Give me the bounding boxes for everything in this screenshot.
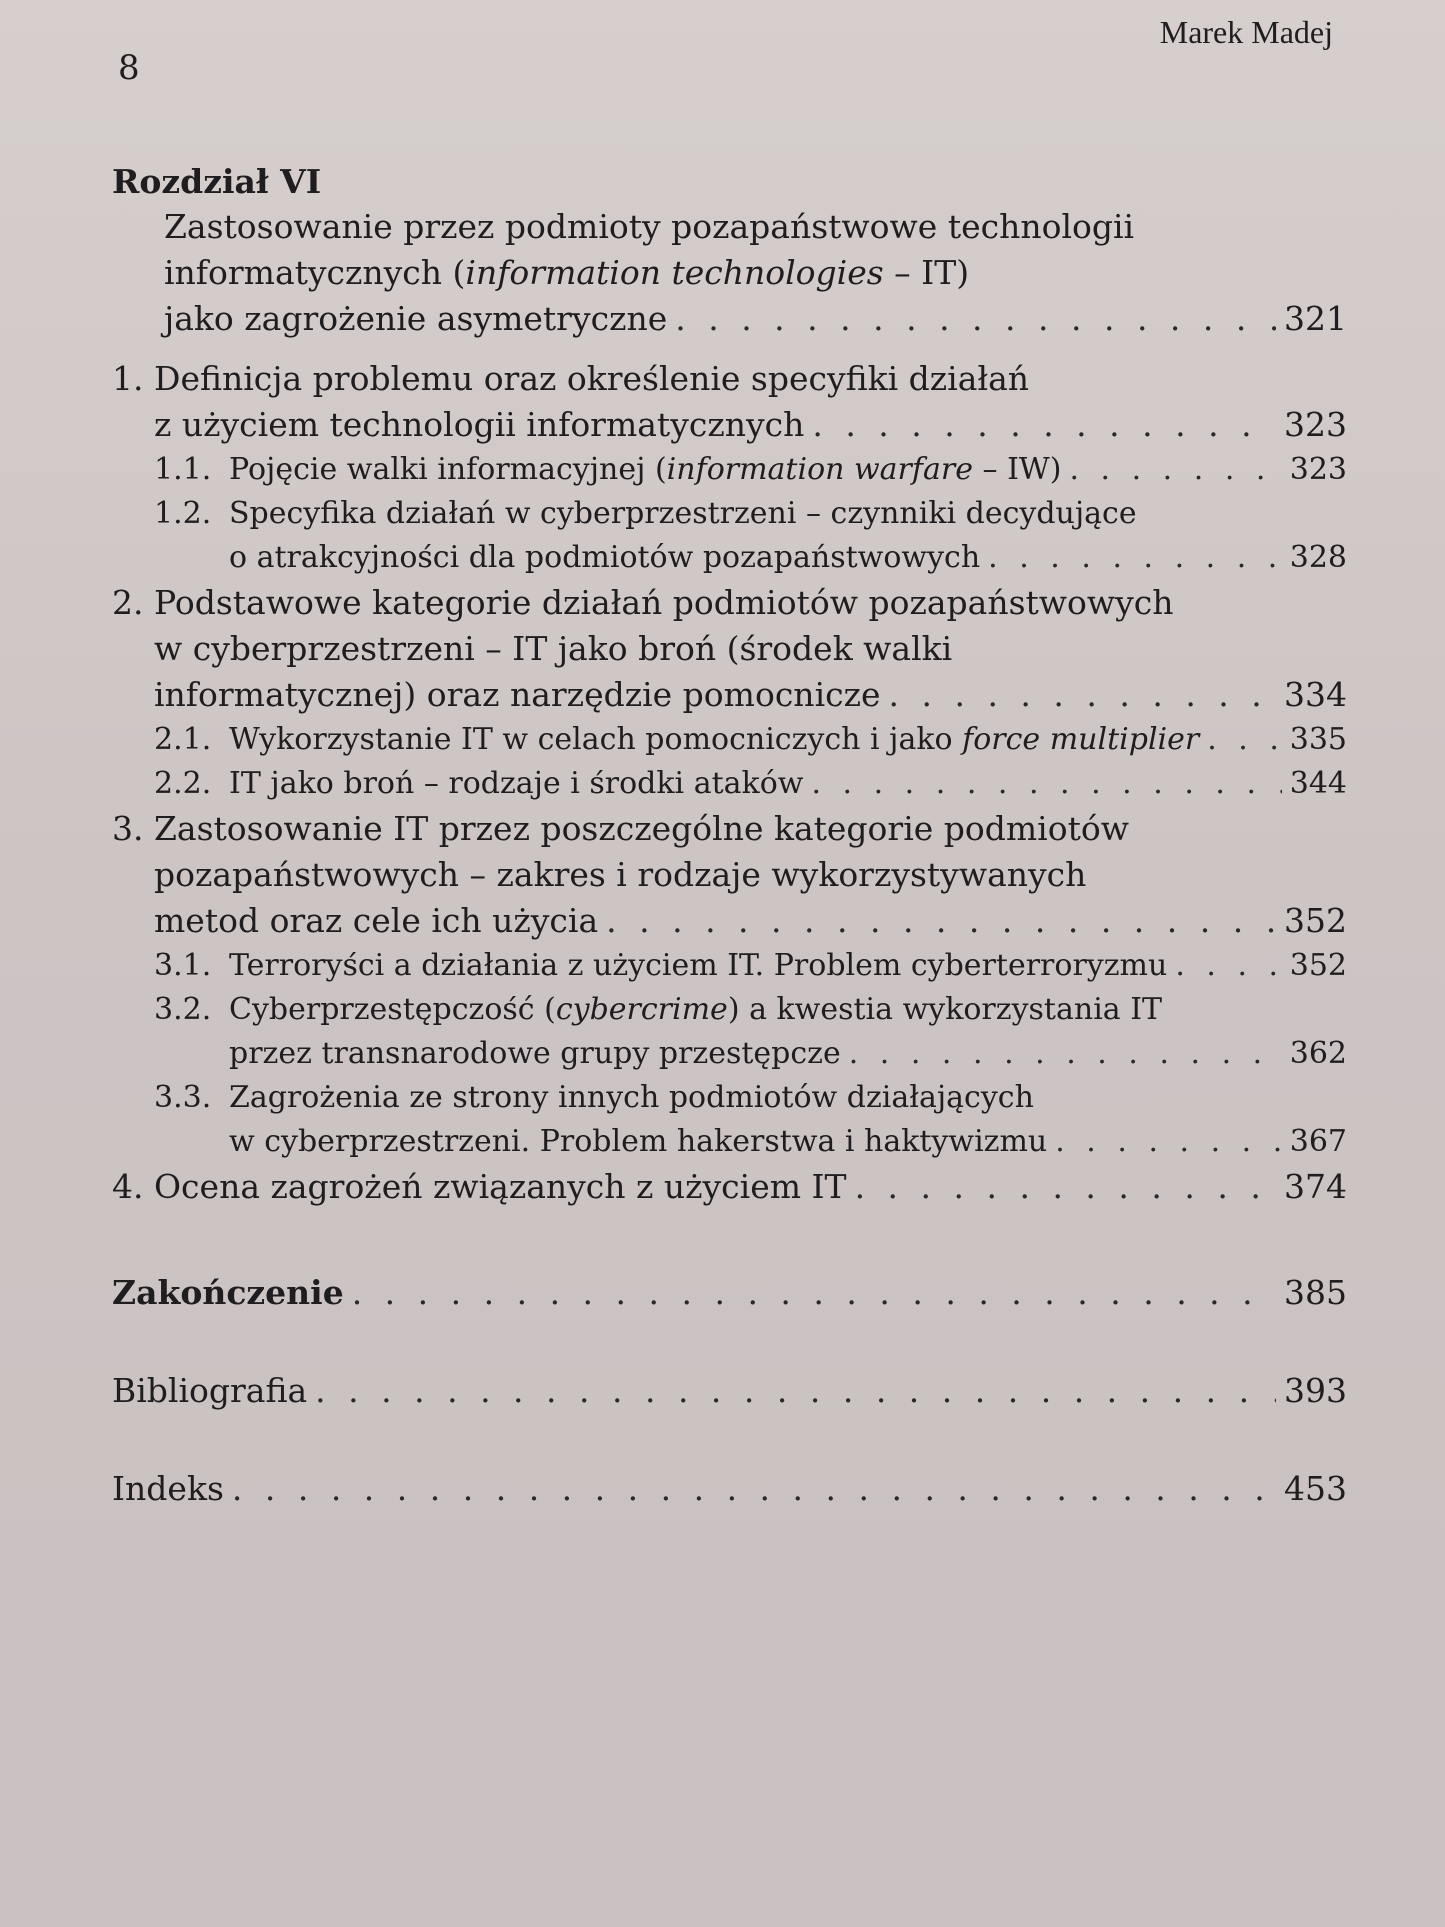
- subsection-title-line: w cyberprzestrzeni. Problem hakerstwa i haktywizmu: [229, 1124, 1048, 1159]
- subsection-number: 3.2.: [154, 992, 212, 1027]
- toc-leader-line: [112, 1466, 1347, 1512]
- page-ref: 453: [1284, 1469, 1347, 1508]
- dot-leader: [812, 402, 1276, 448]
- chapter-title-line: informatycznych (information technologies – IT): [164, 253, 970, 292]
- page-ref: 352: [1284, 901, 1347, 940]
- page-ref: 362: [1289, 1036, 1347, 1071]
- toc-entry-subsection: [112, 944, 1347, 988]
- page-ref: 335: [1289, 722, 1347, 757]
- toc-leader-line: [229, 1120, 1347, 1164]
- toc-leader-line: [229, 448, 1347, 492]
- dot-leader: [232, 1466, 1276, 1512]
- subsection-title-line: Cyberprzestępczość (cybercrime) a kwestia wykorzystania IT: [229, 992, 1163, 1027]
- subsection-title-line: o atrakcyjności dla podmiotów pozapaństwowych: [229, 540, 981, 575]
- subsection-title-line: Specyfika działań w cyberprzestrzeni – czynniki decydujące: [229, 496, 1137, 531]
- dot-leader: [1069, 448, 1281, 492]
- toc-leader-line: [154, 898, 1347, 944]
- section-title-line: z użyciem technologii informatycznych: [154, 405, 805, 444]
- dot-leader: [849, 1032, 1282, 1076]
- toc-entry-section: [112, 580, 1347, 718]
- dot-leader: [1175, 944, 1281, 988]
- toc-leader-line: [112, 1368, 1347, 1414]
- subsection-title: IT jako broń – rodzaje i środki ataków: [229, 766, 804, 801]
- section-title-line: informatycznej) oraz narzędzie pomocnicze: [154, 675, 881, 714]
- toc-entry-section: [112, 806, 1347, 944]
- page-ref: 334: [1284, 675, 1347, 714]
- section-number: 4.: [112, 1167, 144, 1206]
- chapter-title-line: Zastosowanie przez podmioty pozapaństwowe technologii: [164, 207, 1135, 246]
- page-ref: 344: [1289, 766, 1347, 801]
- toc-leader-line: [164, 296, 1347, 342]
- page-ref: 352: [1289, 948, 1347, 983]
- page-ref: 367: [1289, 1124, 1347, 1159]
- toc-entry-subsection: [112, 988, 1347, 1076]
- table-of-contents: [112, 160, 1347, 1512]
- subsection-number: 1.2.: [154, 496, 212, 531]
- page-number: 8: [118, 48, 140, 88]
- section-number: 1.: [112, 359, 144, 398]
- toc-entry-back-matter: [112, 1270, 1347, 1316]
- section-title-line: Podstawowe kategorie działań podmiotów pozapaństwowych: [154, 583, 1174, 622]
- subsection-title: Pojęcie walki informacyjnej (information warfare – IW): [229, 452, 1062, 487]
- subsection-title-line: przez transnarodowe grupy przestępcze: [229, 1036, 841, 1071]
- toc-leader-line: [229, 1032, 1347, 1076]
- section-title-line: metod oraz cele ich użycia: [154, 901, 599, 940]
- running-header-author: Marek Madej: [1159, 14, 1333, 50]
- dot-leader: [811, 762, 1281, 806]
- toc-leader-line: [229, 762, 1347, 806]
- page-ref: 385: [1284, 1273, 1347, 1312]
- page-ref: 323: [1289, 452, 1347, 487]
- dot-leader: [855, 1164, 1276, 1210]
- subsection-number: 2.1.: [154, 722, 212, 757]
- subsection-number: 1.1.: [154, 452, 212, 487]
- toc-entry-subsection: [112, 492, 1347, 580]
- toc-entry-subsection: [112, 448, 1347, 492]
- back-matter-title: Indeks: [112, 1469, 224, 1508]
- chapter-title-line: jako zagrożenie asymetryczne: [164, 299, 668, 338]
- toc-leader-line: [229, 944, 1347, 988]
- toc-leader-line: [229, 718, 1347, 762]
- section-title-line: pozapaństwowych – zakres i rodzaje wykorzystywanych: [154, 855, 1087, 894]
- page-ref: 393: [1284, 1371, 1347, 1410]
- section-title-line: Ocena zagrożeń związanych z użyciem IT: [154, 1167, 847, 1206]
- section-title-line: Zastosowanie IT przez poszczególne kategorie podmiotów: [154, 809, 1129, 848]
- page-ref: 374: [1284, 1167, 1347, 1206]
- dot-leader: [1207, 718, 1282, 762]
- toc-entry-subsection: [112, 1076, 1347, 1164]
- back-matter-title: Bibliografia: [112, 1371, 308, 1410]
- toc-entry-subsection: [112, 762, 1347, 806]
- dot-leader: [988, 536, 1282, 580]
- dot-leader: [315, 1368, 1276, 1414]
- dot-leader: [1055, 1120, 1282, 1164]
- toc-entry-subsection: [112, 718, 1347, 762]
- back-matter-title: Zakończenie: [112, 1273, 344, 1312]
- toc-leader-line: [154, 672, 1347, 718]
- toc-leader-line: [112, 1270, 1347, 1316]
- chapter-label: Rozdział VI: [112, 162, 322, 201]
- toc-leader-line: [154, 1164, 1347, 1210]
- subsection-number: 3.3.: [154, 1080, 212, 1115]
- section-title-line: Definicja problemu oraz określenie specyfiki działań: [154, 359, 1030, 398]
- toc-entry-section: [112, 356, 1347, 448]
- dot-leader: [606, 898, 1276, 944]
- section-title-line: w cyberprzestrzeni – IT jako broń (środek walki: [154, 629, 953, 668]
- dot-leader: [675, 296, 1276, 342]
- dot-leader: [889, 672, 1276, 718]
- page-ref: 323: [1284, 405, 1347, 444]
- subsection-number: 2.2.: [154, 766, 212, 801]
- subsection-title-line: Zagrożenia ze strony innych podmiotów działających: [229, 1080, 1034, 1115]
- toc-entry-section: [112, 1164, 1347, 1210]
- subsection-number: 3.1.: [154, 948, 212, 983]
- dot-leader: [352, 1270, 1276, 1316]
- toc-leader-line: [229, 536, 1347, 580]
- page-ref: 328: [1289, 540, 1347, 575]
- toc-entry-back-matter: [112, 1466, 1347, 1512]
- subsection-title: Terroryści a działania z użyciem IT. Problem cyberterroryzmu: [229, 948, 1168, 983]
- toc-entry-back-matter: [112, 1368, 1347, 1414]
- section-number: 2.: [112, 583, 144, 622]
- subsection-title: Wykorzystanie IT w celach pomocniczych i jako force multiplier: [229, 722, 1200, 757]
- section-number: 3.: [112, 809, 144, 848]
- page-ref: 321: [1284, 299, 1347, 338]
- toc-leader-line: [154, 402, 1347, 448]
- toc-entry-chapter: [112, 204, 1347, 342]
